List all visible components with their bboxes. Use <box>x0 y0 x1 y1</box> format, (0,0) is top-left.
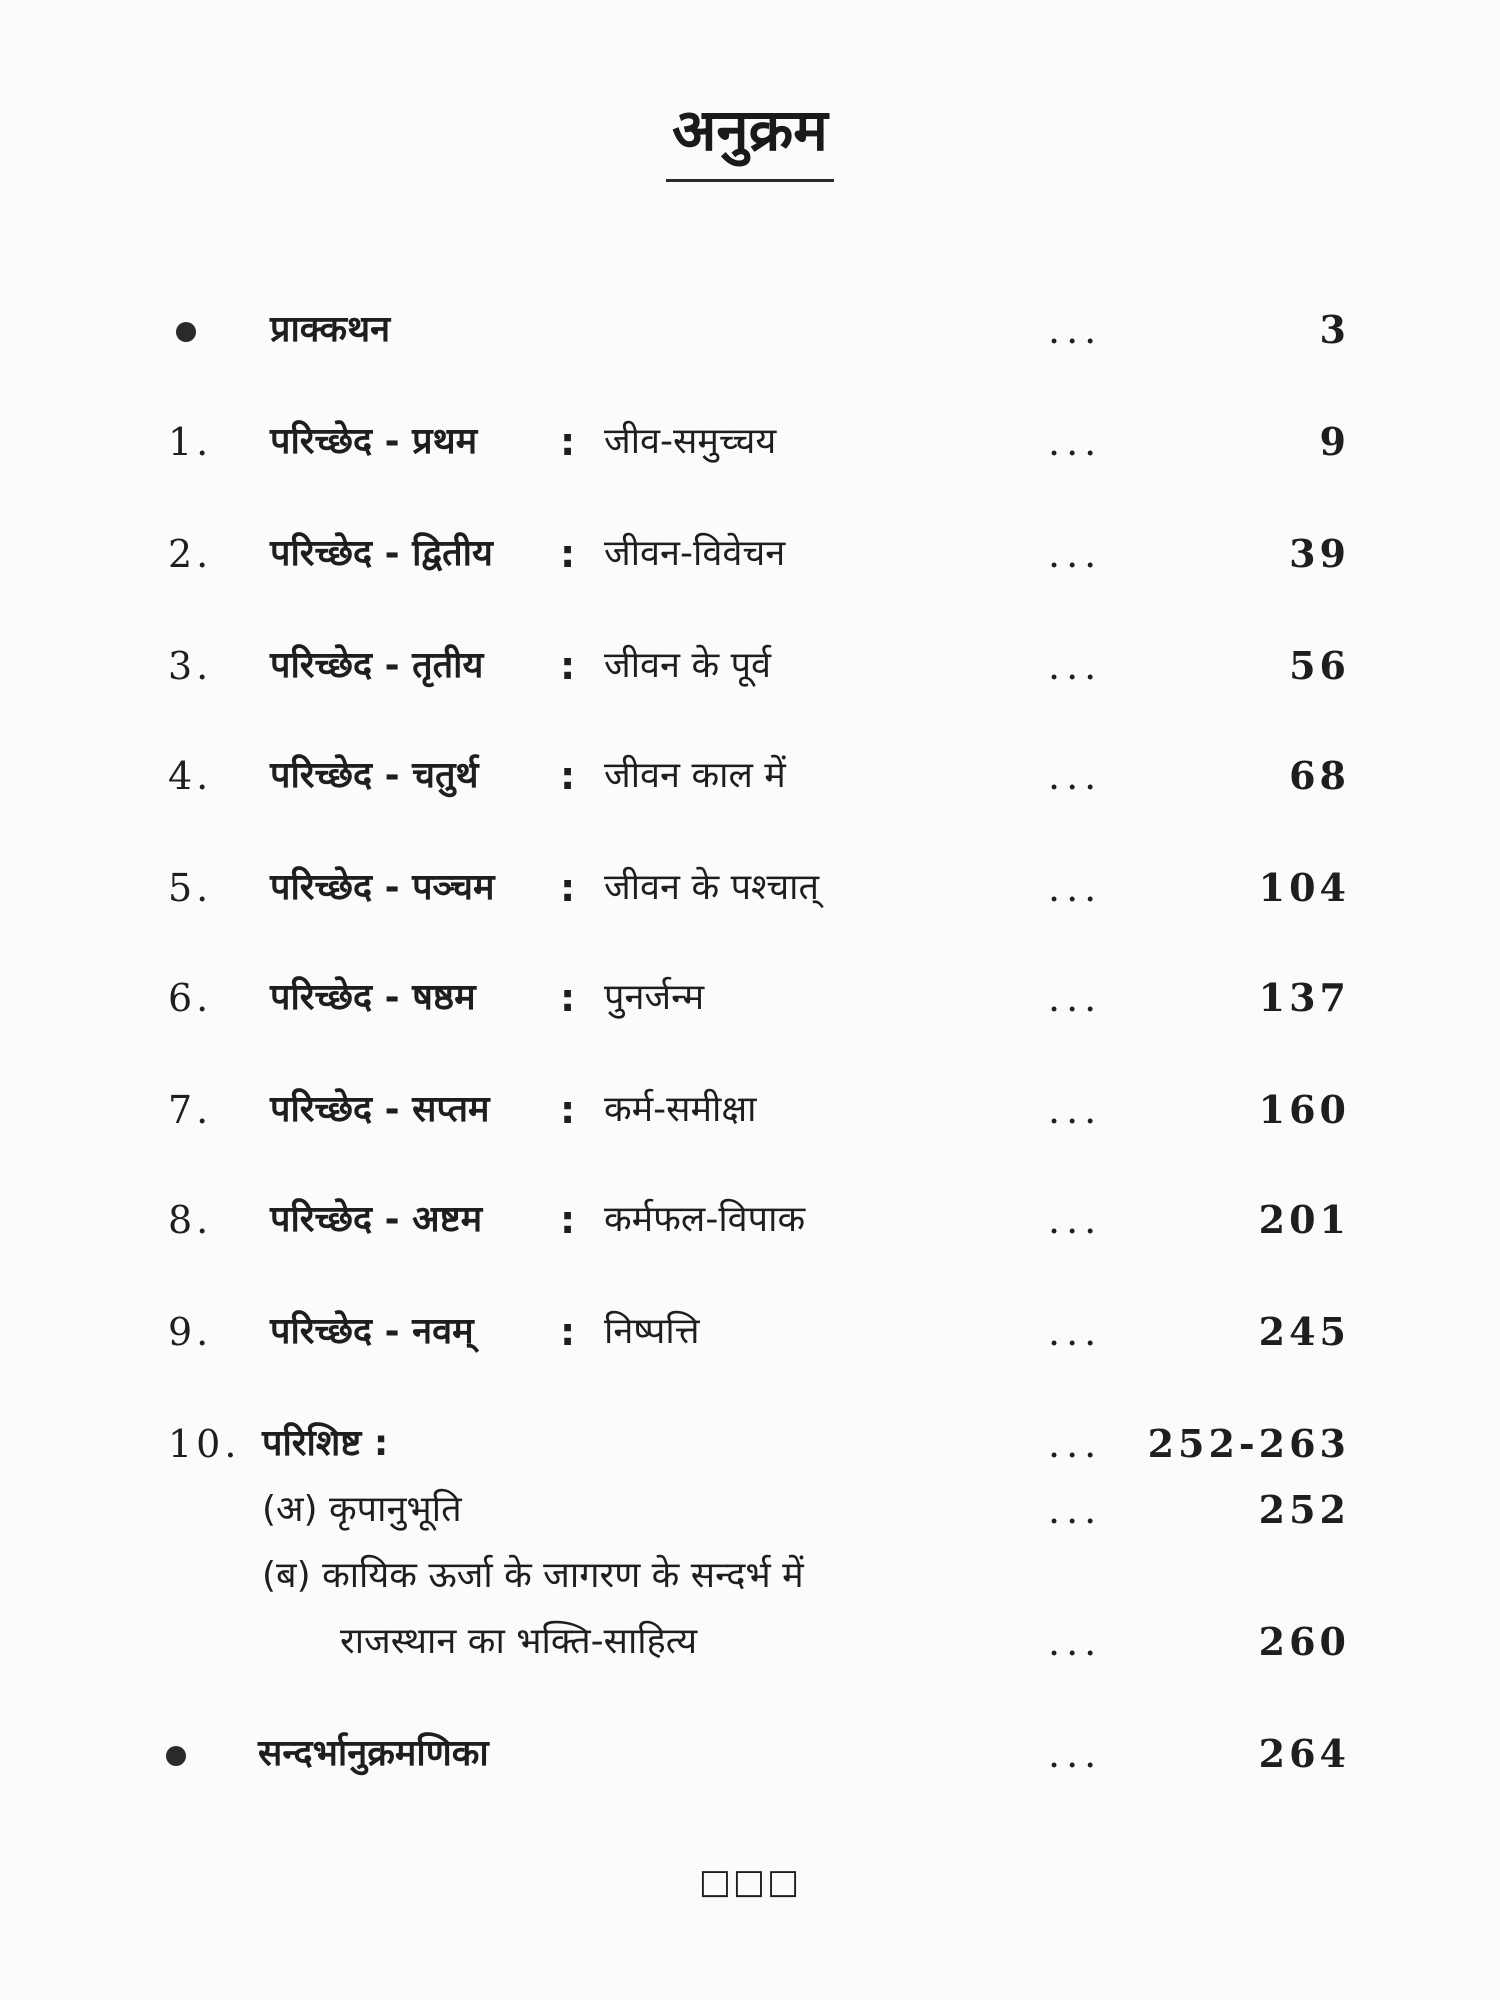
bullet-icon <box>166 1746 186 1766</box>
entry-number: 4. <box>168 754 213 798</box>
entry-colon: : <box>560 866 576 910</box>
entry-subtitle: कर्मफल-विपाक <box>604 1199 806 1240</box>
entry-colon: : <box>560 532 576 576</box>
dot-leader: ... <box>1048 1088 1103 1132</box>
entry-subtitle: जीवन के पश्चात् <box>604 867 820 908</box>
entry-page-number: 3 <box>1319 307 1350 352</box>
toc-title-wrap <box>0 88 1500 182</box>
toc-entry-3 <box>0 636 1500 696</box>
entry-page-number: 252-263 <box>1147 1421 1350 1466</box>
entry-subtitle: जीवन-विवेचन <box>604 533 786 574</box>
toc-entry-4 <box>0 746 1500 806</box>
entry-colon: : <box>560 1310 576 1354</box>
dot-leader: ... <box>1048 308 1103 352</box>
entry-number: 6. <box>168 976 213 1020</box>
entry-subtitle: जीवन के पूर्व <box>604 645 772 686</box>
entry-heading: परिच्छेद - षष्ठम <box>270 977 476 1018</box>
toc-entry-8 <box>0 1190 1500 1250</box>
entry-colon: : <box>560 1198 576 1242</box>
entry-heading: परिच्छेद - अष्टम <box>270 1199 483 1240</box>
appendix-item-b-cont <box>0 1612 1500 1672</box>
entry-colon: : <box>560 420 576 464</box>
entry-subtitle: जीवन काल में <box>604 755 786 796</box>
entry-page-number: 39 <box>1289 531 1350 576</box>
dot-leader: ... <box>1048 420 1103 464</box>
dot-leader: ... <box>1048 1620 1103 1664</box>
appendix-item-label-continued: राजस्थान का भक्ति-साहित्य <box>340 1621 698 1662</box>
dot-leader: ... <box>1048 1422 1103 1466</box>
entry-colon: : <box>560 1088 576 1132</box>
entry-number: 10. <box>168 1422 241 1466</box>
dot-leader: ... <box>1048 644 1103 688</box>
toc-entry-5 <box>0 858 1500 918</box>
entry-heading: सन्दर्भानुक्रमणिका <box>258 1733 489 1774</box>
entry-subtitle: निष्पत्ति <box>604 1311 700 1352</box>
entry-page-number: 245 <box>1258 1309 1350 1354</box>
entry-page-number: 104 <box>1258 865 1350 910</box>
dot-leader: ... <box>1048 1488 1103 1532</box>
entry-page-number: 68 <box>1289 753 1350 798</box>
entry-number: 5. <box>168 866 213 910</box>
appendix-item-b <box>0 1546 1500 1606</box>
end-ornament: □□□ <box>698 1862 802 1902</box>
toc-entry-1 <box>0 412 1500 472</box>
dot-leader: ... <box>1048 754 1103 798</box>
entry-number: 8. <box>168 1198 213 1242</box>
toc-entry-6 <box>0 968 1500 1028</box>
toc-entry-2 <box>0 524 1500 584</box>
entry-heading: परिच्छेद - प्रथम <box>270 421 478 462</box>
toc-entry-index <box>0 1724 1500 1784</box>
bullet-icon <box>176 322 196 342</box>
dot-leader: ... <box>1048 866 1103 910</box>
entry-heading: परिच्छेद - पञ्चम <box>270 867 495 908</box>
appendix-item-label: (ब) कायिक ऊर्जा के जागरण के सन्दर्भ में <box>262 1555 804 1596</box>
dot-leader: ... <box>1048 1310 1103 1354</box>
entry-page-number: 252 <box>1258 1487 1350 1532</box>
page-title: अनुक्रम <box>666 88 834 182</box>
dot-leader: ... <box>1048 1198 1103 1242</box>
dot-leader: ... <box>1048 1732 1103 1776</box>
entry-heading: परिच्छेद - द्वितीय <box>270 533 493 574</box>
entry-number: 3. <box>168 644 213 688</box>
entry-heading: परिशिष्ट : <box>262 1423 389 1464</box>
toc-entry-preface <box>0 300 1500 360</box>
entry-heading: परिच्छेद - सप्तम <box>270 1089 490 1130</box>
entry-number: 1. <box>168 420 213 464</box>
appendix-item-label: (अ) कृपानुभूति <box>262 1489 462 1530</box>
entry-number: 7. <box>168 1088 213 1132</box>
toc-entry-7 <box>0 1080 1500 1140</box>
entry-heading: प्राक्कथन <box>270 309 391 350</box>
entry-page-number: 56 <box>1289 643 1350 688</box>
entry-heading: परिच्छेद - तृतीय <box>270 645 484 686</box>
entry-number: 2. <box>168 532 213 576</box>
entry-page-number: 9 <box>1319 419 1350 464</box>
entry-heading: परिच्छेद - चतुर्थ <box>270 755 479 796</box>
entry-page-number: 201 <box>1258 1197 1350 1242</box>
entry-subtitle: कर्म-समीक्षा <box>604 1089 757 1130</box>
entry-subtitle: पुनर्जन्म <box>604 977 705 1018</box>
entry-colon: : <box>560 644 576 688</box>
appendix-item-a <box>0 1480 1500 1540</box>
entry-number: 9. <box>168 1310 213 1354</box>
entry-colon: : <box>560 976 576 1020</box>
toc-entry-appendix <box>0 1414 1500 1474</box>
toc-entry-9 <box>0 1302 1500 1362</box>
entry-page-number: 260 <box>1258 1619 1350 1664</box>
entry-page-number: 264 <box>1258 1731 1350 1776</box>
dot-leader: ... <box>1048 976 1103 1020</box>
entry-page-number: 137 <box>1258 975 1350 1020</box>
dot-leader: ... <box>1048 532 1103 576</box>
entry-colon: : <box>560 754 576 798</box>
entry-page-number: 160 <box>1258 1087 1350 1132</box>
entry-subtitle: जीव-समुच्चय <box>604 421 777 462</box>
entry-heading: परिच्छेद - नवम् <box>270 1311 474 1352</box>
